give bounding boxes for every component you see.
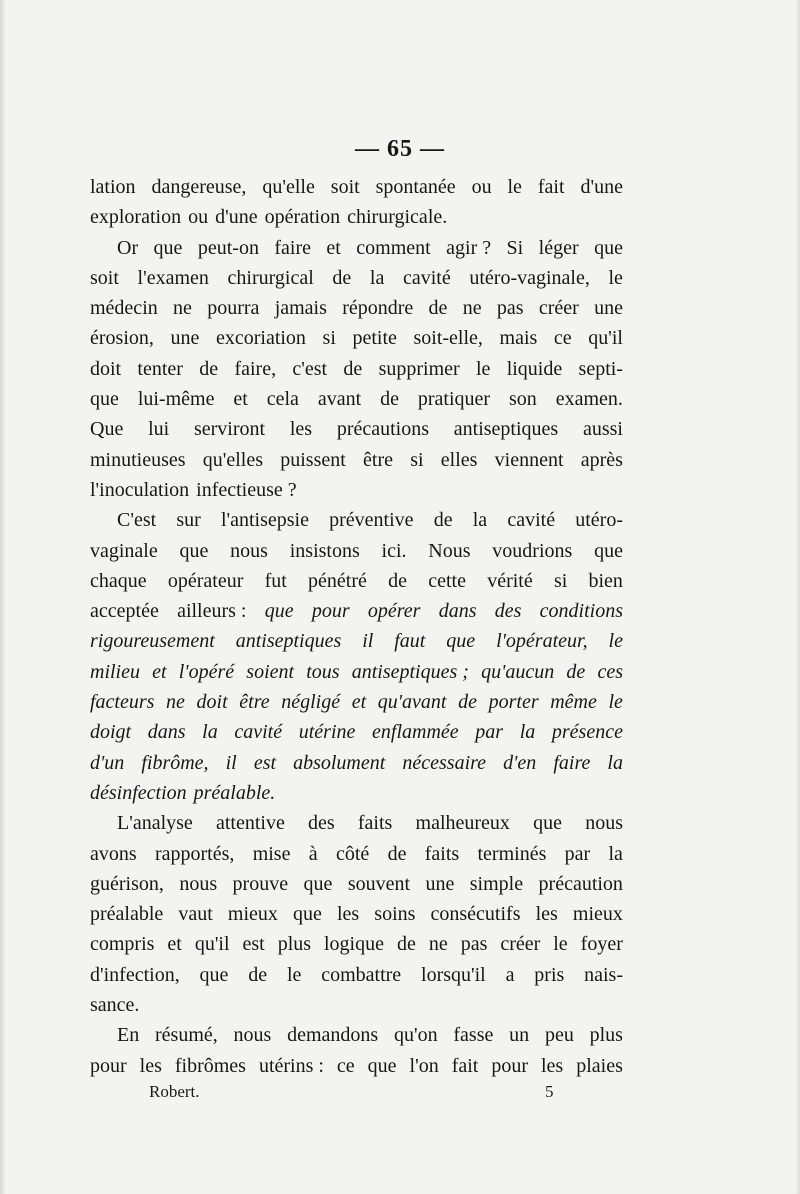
word: à (308, 842, 318, 865)
word: nais- (584, 963, 623, 986)
word: que (594, 236, 623, 259)
word: faire (274, 236, 311, 259)
word: ne (428, 933, 448, 956)
word: ne (173, 297, 192, 320)
word: attentive (215, 812, 285, 835)
word: un (509, 1024, 530, 1047)
word: et (351, 691, 367, 714)
word: de (332, 266, 352, 289)
word: d'en (503, 751, 537, 774)
word: sur (176, 509, 201, 532)
word: liquide (506, 357, 563, 380)
word: compris (90, 933, 155, 956)
word: milieu (90, 660, 140, 683)
word: antiseptiques (235, 630, 342, 653)
word: de (199, 357, 219, 380)
page-number: — 65 — (355, 136, 445, 162)
word: ici. (381, 539, 407, 562)
word: En (117, 1024, 140, 1047)
word: lui (148, 418, 170, 441)
word: fasse (453, 1024, 494, 1047)
word: est (253, 751, 277, 774)
word: pris (534, 963, 565, 986)
word: répondre (342, 297, 414, 320)
word: terminés (477, 842, 547, 865)
word: plaies (576, 1054, 623, 1077)
word: que (293, 903, 322, 926)
word: des (494, 600, 522, 623)
text-line (90, 839, 623, 869)
word: léger (538, 236, 579, 259)
text-line (90, 778, 623, 808)
word: serviront (193, 418, 266, 441)
text-line (90, 1051, 623, 1081)
word: une (425, 872, 455, 895)
word: jamais (274, 297, 327, 320)
word: la (202, 721, 218, 744)
word: tenter (137, 357, 183, 380)
word: si (410, 448, 424, 471)
word: de (380, 388, 399, 411)
word: d'un (90, 751, 125, 774)
word: que (446, 630, 476, 653)
word: que (153, 236, 183, 259)
word: plus (277, 933, 312, 956)
word: et (233, 388, 248, 411)
body-text (90, 172, 623, 1081)
word: ou (188, 206, 209, 229)
word: la (519, 721, 536, 744)
text-line (90, 566, 623, 596)
word: de (428, 297, 448, 320)
word: d'une (580, 176, 623, 198)
word: le (475, 357, 491, 380)
word: nous (585, 812, 623, 835)
word: Or (117, 236, 139, 259)
word: la (608, 842, 623, 865)
word: une (594, 297, 623, 320)
word: désinfection (90, 781, 187, 804)
word: qu'elles (202, 448, 264, 471)
word: que (533, 812, 562, 835)
word: présence (551, 721, 623, 744)
word: de (248, 963, 268, 986)
word: simple (469, 872, 524, 895)
word: utéro-vaginale, (469, 266, 590, 289)
word: ou (471, 176, 492, 198)
word: utérins : (258, 1054, 324, 1077)
word: qu'on (394, 1024, 438, 1047)
word: soient (246, 660, 295, 683)
word: absolument (293, 751, 386, 774)
text-line (90, 293, 623, 323)
word: puissent (280, 448, 346, 471)
word: après (580, 448, 623, 471)
word: vérité (487, 569, 533, 592)
word: soit (330, 176, 360, 198)
word: examen. (555, 388, 623, 411)
word: la (607, 751, 623, 774)
word: lui-même (137, 388, 215, 411)
word: par (475, 721, 504, 744)
word: créer (538, 297, 579, 320)
text-line (90, 323, 623, 353)
text-line (90, 748, 623, 778)
word: faire, (234, 357, 277, 380)
word: fut (264, 569, 287, 592)
word: d'infection, (90, 963, 180, 986)
word: chaque (90, 569, 147, 592)
word: l'antisepsie (220, 509, 309, 532)
sheet-number: 5 (545, 1082, 554, 1101)
word: L'analyse (117, 812, 193, 835)
word: fibrômes (174, 1054, 246, 1077)
word: logique (324, 933, 384, 956)
word: résumé, (155, 1024, 218, 1047)
word: rigoureusement (90, 630, 215, 653)
word: mise (252, 842, 291, 865)
word: pour (90, 1054, 127, 1077)
word: cette (428, 569, 466, 592)
word: pour (491, 1054, 529, 1077)
word: prouve (232, 872, 289, 895)
word: que (199, 963, 229, 986)
text-line (90, 990, 623, 1020)
word: faits (357, 812, 393, 835)
word: C'est (117, 509, 157, 532)
word: l'opéré (178, 660, 235, 683)
word: médecin (90, 297, 158, 320)
text-line (90, 657, 623, 687)
word: doit (196, 691, 228, 714)
text-line (90, 596, 623, 626)
word: Si (506, 236, 524, 259)
word: il (225, 751, 237, 774)
word: bien (588, 569, 623, 592)
word: si (553, 569, 568, 592)
word: exploration (90, 206, 182, 229)
word: l'opérateur, (496, 630, 588, 653)
text-line (90, 808, 623, 838)
text-line (90, 687, 623, 717)
word: avant (317, 388, 362, 411)
word: combattre (321, 963, 402, 986)
word: précaution (538, 872, 623, 895)
word: vaut (178, 903, 213, 926)
word: peut-on (197, 236, 259, 259)
word: ces (597, 660, 623, 683)
word: dans (438, 600, 477, 623)
word: faits (424, 842, 460, 865)
word: de (388, 569, 407, 592)
word: ne (462, 297, 482, 320)
word: de (433, 509, 453, 532)
word: précautions (336, 418, 430, 441)
word: d'une (215, 206, 258, 229)
word: opérer (367, 600, 421, 623)
word: voudrions (492, 539, 573, 562)
word: lorsqu'il (421, 963, 486, 986)
word: l'examen (137, 266, 209, 289)
word: souvent (347, 872, 411, 895)
word: agir ? (446, 236, 492, 259)
word: pratiquer (417, 388, 491, 411)
word: le (507, 176, 522, 198)
word: les (541, 1054, 564, 1077)
word: vaginale (90, 539, 158, 562)
page-left-edge (0, 0, 6, 1194)
word: soit (90, 266, 119, 289)
word: que (303, 872, 333, 895)
word: si (322, 327, 336, 350)
word: Nous (428, 539, 471, 562)
word: que (179, 539, 209, 562)
word: qu'elle (262, 176, 315, 198)
word: érosion, (90, 327, 154, 350)
word: le (553, 933, 568, 956)
word: a (505, 963, 515, 986)
word: chirurgical (227, 266, 314, 289)
word: son (509, 388, 537, 411)
word: lation (90, 176, 136, 198)
word: fait (451, 1054, 479, 1077)
word: peu (544, 1024, 574, 1047)
word: consécutifs (430, 903, 521, 926)
word: antiseptiques ; (351, 660, 469, 683)
word: de (566, 660, 586, 683)
word: utérine (298, 721, 356, 744)
word: que (594, 539, 623, 562)
word: rapportés, (154, 842, 235, 865)
word: acceptée (90, 600, 159, 623)
word: excoriation (215, 327, 306, 350)
word: être (363, 448, 394, 471)
word: préalable. (193, 781, 276, 804)
text-line (90, 233, 623, 263)
word: guérison, (90, 872, 164, 895)
word: les (535, 903, 558, 926)
word: les (336, 903, 360, 926)
word: septi- (578, 357, 623, 380)
word: cavité (507, 509, 556, 532)
text-line (90, 899, 623, 929)
word: utéro- (575, 509, 623, 532)
word: pour (311, 600, 350, 623)
word: tous (306, 660, 340, 683)
text-line (90, 869, 623, 899)
word: qu'avant (377, 691, 447, 714)
word: même (550, 691, 597, 714)
word: demandons (287, 1024, 379, 1047)
word: enflammée (372, 721, 459, 744)
word: sance. (90, 994, 140, 1017)
word: nous (179, 872, 218, 895)
word: faut (394, 630, 426, 653)
word: Que (90, 418, 124, 441)
word: soit-elle, (413, 327, 483, 350)
word: petite (352, 327, 397, 350)
word: nous (230, 539, 268, 562)
word: infectieuse ? (196, 478, 297, 501)
word: et (167, 933, 182, 956)
word: il (362, 630, 374, 653)
word: minutieuses (90, 448, 186, 471)
word: spontanée (375, 176, 456, 198)
word: cela (266, 388, 299, 411)
word: les (139, 1054, 162, 1077)
word: des (308, 812, 335, 835)
text-line (90, 172, 623, 202)
word: que (90, 388, 119, 411)
word: fait (537, 176, 565, 198)
word: porter (488, 691, 539, 714)
word: par (564, 842, 591, 865)
text-line (90, 1020, 623, 1050)
word: ce (553, 327, 572, 350)
word: mais (499, 327, 538, 350)
word: ce (336, 1054, 355, 1077)
text-line (90, 445, 623, 475)
text-line (90, 505, 623, 535)
word: pénétré (308, 569, 367, 592)
word: que (367, 1054, 397, 1077)
word: qu'il (588, 327, 623, 350)
word: ne (166, 691, 185, 714)
page-right-edge (795, 0, 800, 1194)
word: le (286, 963, 302, 986)
word: cavité (402, 266, 451, 289)
word: faire (553, 751, 591, 774)
text-line (90, 626, 623, 656)
word: et (326, 236, 341, 259)
signature-mark: Robert. (149, 1082, 200, 1101)
text-line (90, 354, 623, 384)
word: pas (460, 933, 488, 956)
word: le (608, 691, 623, 714)
word: de (458, 691, 477, 714)
word: doigt (90, 721, 132, 744)
word: pas (496, 297, 524, 320)
word: nécessaire (402, 751, 487, 774)
word: malheureux (415, 812, 510, 835)
word: aussi (582, 418, 623, 441)
word: ailleurs : (177, 600, 247, 623)
word: conditions (539, 600, 623, 623)
word: comment (356, 236, 431, 259)
word: insistons (289, 539, 360, 562)
word: antiseptiques (453, 418, 559, 441)
word: elles (440, 448, 478, 471)
word: dans (147, 721, 186, 744)
word: opérateur (167, 569, 244, 592)
word: une (170, 327, 200, 350)
word: de (396, 933, 416, 956)
word: préventive (329, 509, 414, 532)
word: c'est (292, 357, 328, 380)
text-line (90, 960, 623, 990)
word: préalable (90, 903, 164, 926)
text-line (90, 414, 623, 444)
word: viennent (494, 448, 564, 471)
text-line (90, 475, 623, 505)
word: l'on (409, 1054, 439, 1077)
word: mieux (572, 903, 623, 926)
word: l'inoculation (90, 478, 190, 501)
word: supprimer (378, 357, 460, 380)
text-line (90, 536, 623, 566)
word: de (387, 842, 407, 865)
word: avons (90, 842, 137, 865)
word: doit (90, 357, 122, 380)
word: de (343, 357, 363, 380)
word: cavité (234, 721, 283, 744)
word: que (264, 600, 294, 623)
word: foyer (580, 933, 623, 956)
word: facteurs (90, 691, 155, 714)
word: les (289, 418, 313, 441)
word: mieux (227, 903, 278, 926)
word: et (152, 660, 167, 683)
word: créer (500, 933, 541, 956)
text-line (90, 202, 623, 232)
word: opération (264, 206, 341, 229)
word: côté (335, 842, 370, 865)
word: plus (589, 1024, 623, 1047)
word: la (472, 509, 488, 532)
word: pourra (207, 297, 260, 320)
word: la (369, 266, 385, 289)
text-line (90, 717, 623, 747)
word: négligé (281, 691, 341, 714)
word: fibrôme, (141, 751, 209, 774)
word: chirurgicale. (347, 206, 448, 229)
word: nous (233, 1024, 272, 1047)
word: qu'aucun (481, 660, 555, 683)
word: le (608, 630, 623, 653)
word: le (608, 266, 623, 289)
text-line (90, 263, 623, 293)
word: est (242, 933, 265, 956)
word: être (239, 691, 270, 714)
word: dangereuse, (151, 176, 247, 198)
word: qu'il (194, 933, 230, 956)
text-line (90, 384, 623, 414)
word: soins (374, 903, 416, 926)
text-line (90, 929, 623, 959)
